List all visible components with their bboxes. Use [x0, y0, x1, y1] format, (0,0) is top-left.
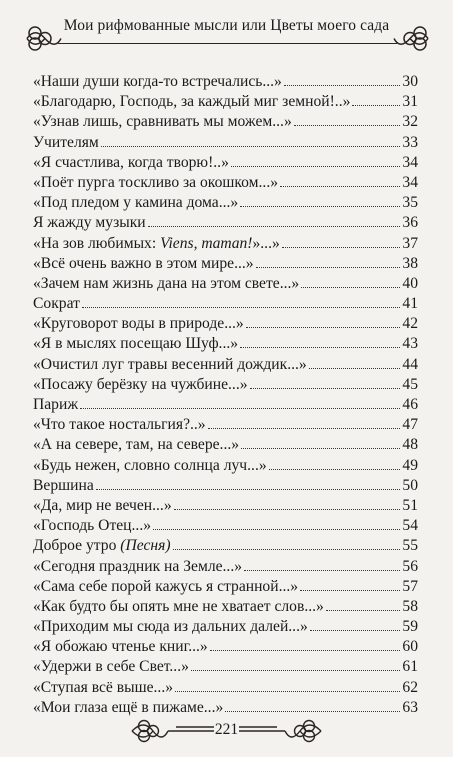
toc-entry-title: «Господь Отец...» — [33, 517, 152, 535]
toc-entry-title: «Да, мир не вечен...» — [33, 496, 172, 514]
toc-entry — [33, 254, 418, 274]
toc-page-number: 62 — [402, 678, 418, 696]
toc-entry — [33, 294, 418, 314]
celtic-knot-ornament-icon — [22, 18, 62, 58]
toc-entry — [33, 193, 418, 213]
toc-entry — [33, 678, 418, 698]
dot-leader — [282, 247, 401, 248]
dot-leader — [326, 610, 401, 611]
toc-entry — [33, 516, 418, 536]
toc-entry — [33, 577, 418, 597]
dot-leader — [173, 549, 401, 550]
toc-page-number: 35 — [402, 194, 418, 212]
toc-page-number: 47 — [402, 416, 418, 434]
running-header — [22, 14, 433, 58]
toc-entry-title: «Ступая всё выше...» — [33, 678, 174, 696]
toc-entry — [33, 395, 418, 415]
toc-page-number: 38 — [402, 254, 418, 272]
dot-leader — [241, 448, 400, 449]
toc-entry-title: «Узнав лишь, сравнивать мы можем...» — [33, 113, 292, 131]
toc-page-number: 40 — [402, 274, 418, 292]
toc-page-number: 48 — [402, 436, 418, 454]
dot-leader — [240, 206, 400, 207]
toc-entry-title: «Под пледом у камина дома...» — [33, 194, 239, 212]
toc-entry-title: «Круговорот воды в природе...» — [33, 315, 244, 333]
dot-leader — [246, 327, 401, 328]
toc-entry-title: «Сегодня праздник на Земле...» — [33, 557, 243, 575]
toc-page-number: 63 — [402, 698, 418, 716]
toc-entry — [33, 153, 418, 173]
toc-entry — [33, 334, 418, 354]
toc-entry — [33, 415, 418, 435]
page-number: 221 — [214, 721, 239, 738]
toc-page-number: 51 — [402, 496, 418, 514]
dot-leader — [175, 691, 400, 692]
toc-entry-title: Париж — [33, 396, 79, 413]
celtic-knot-ornament-icon — [393, 18, 433, 58]
toc-page-number: 60 — [402, 638, 418, 656]
footer-ornament-left-icon — [128, 717, 216, 745]
dot-leader — [352, 105, 400, 106]
dot-leader — [269, 469, 401, 470]
dot-leader — [244, 570, 400, 571]
toc-entry — [33, 72, 418, 92]
toc-entry — [33, 213, 418, 233]
toc-entry-title: «Благодарю, Господь, за каждый миг земной!..» — [33, 93, 351, 111]
toc-entry-title: «Зачем нам жизнь дана на этом свете...» — [33, 274, 300, 292]
toc-page-number: 44 — [402, 355, 418, 373]
toc-page-number: 46 — [402, 396, 418, 413]
toc-page-number: 36 — [402, 214, 418, 232]
dot-leader — [174, 509, 401, 510]
toc-entry — [33, 476, 418, 496]
toc-entry — [33, 597, 418, 617]
dot-leader — [148, 226, 401, 227]
dot-leader — [82, 307, 401, 308]
dot-leader — [231, 166, 401, 167]
toc-page-number: 34 — [402, 153, 418, 171]
dot-leader — [310, 630, 401, 631]
dot-leader — [309, 368, 401, 369]
dot-leader — [225, 711, 400, 712]
toc-entry — [33, 617, 418, 637]
toc-entry — [33, 274, 418, 294]
toc-page-number: 56 — [402, 557, 418, 575]
table-of-contents — [33, 72, 418, 718]
toc-entry-title: «Будь нежен, словно солнца луч...» — [33, 456, 267, 474]
footer-ornament-right-icon — [237, 717, 325, 745]
toc-entry — [33, 637, 418, 657]
dot-leader — [256, 267, 401, 268]
toc-entry-title: «Наши души когда-то встречались...» — [33, 73, 282, 90]
dot-leader — [191, 670, 401, 671]
page-footer — [128, 717, 325, 745]
header-rule — [58, 43, 397, 44]
toc-entry-title: Вершина — [33, 476, 94, 494]
dot-leader — [284, 85, 401, 86]
toc-entry — [33, 173, 418, 193]
toc-entry — [33, 456, 418, 476]
toc-entry-title: «Я в мыслях посещаю Шуф...» — [33, 335, 239, 353]
toc-page-number: 31 — [402, 93, 418, 111]
toc-entry-title: «Очистил луг травы весенний дождик...» — [33, 355, 307, 373]
toc-entry-title: «Сама себе порой кажусь я странной...» — [33, 577, 299, 595]
toc-entry-title: «Поёт пурга тоскливо за окошком...» — [33, 173, 279, 191]
toc-page-number: 55 — [402, 537, 418, 555]
toc-entry-title: «Как будто бы опять мне не хватает слов...» — [33, 597, 324, 615]
toc-page-number: 37 — [402, 234, 418, 252]
toc-entry — [33, 314, 418, 334]
toc-page-number: 57 — [402, 577, 418, 595]
toc-entry-title: «Удержи в себе Свет...» — [33, 658, 189, 676]
toc-entry — [33, 92, 418, 112]
toc-entry-title: «Приходим мы сюда из дальних далей...» — [33, 618, 308, 636]
dot-leader — [300, 590, 400, 591]
toc-entry — [33, 375, 418, 395]
toc-entry — [33, 112, 418, 132]
toc-entry — [33, 657, 418, 677]
toc-entry — [33, 698, 418, 718]
dot-leader — [210, 650, 401, 651]
toc-page-number: 54 — [402, 517, 418, 535]
toc-page-number: 34 — [402, 173, 418, 191]
toc-page-number: 58 — [402, 597, 418, 615]
toc-entry-title: Доброе утро (Песня) — [33, 537, 171, 555]
toc-entry — [33, 536, 418, 556]
dot-leader — [101, 146, 401, 147]
toc-entry — [33, 496, 418, 516]
toc-entry — [33, 435, 418, 455]
toc-entry — [33, 355, 418, 375]
dot-leader — [96, 489, 401, 490]
toc-page-number: 43 — [402, 335, 418, 353]
toc-entry-title: Я жажду музыки — [33, 214, 146, 232]
toc-page-number: 30 — [402, 73, 418, 90]
dot-leader — [294, 125, 401, 126]
dot-leader — [240, 347, 400, 348]
dot-leader — [80, 408, 400, 409]
toc-page-number: 32 — [402, 113, 418, 131]
dot-leader — [208, 428, 401, 429]
toc-entry-title: «Всё очень важно в этом мире...» — [33, 254, 254, 272]
dot-leader — [301, 287, 400, 288]
toc-entry-title: «Я обожаю чтенье книг...» — [33, 638, 208, 656]
toc-entry-title: Сократ — [33, 295, 80, 313]
toc-page-number: 59 — [402, 618, 418, 636]
toc-entry-title: «Мои глаза ещё в пижаме...» — [33, 698, 224, 716]
running-title: Мои рифмованные мысли или Цветы моего сада — [63, 17, 390, 34]
toc-page-number: 45 — [402, 375, 418, 393]
toc-entry-title: «На зов любимых: Viens, maman!»...» — [33, 234, 280, 252]
toc-page-number: 33 — [402, 133, 418, 151]
toc-entry-title: «А на севере, там, на севере...» — [33, 436, 240, 454]
toc-entry-title: Учителям — [33, 133, 99, 151]
toc-page-number: 41 — [402, 295, 418, 313]
dot-leader — [250, 388, 401, 389]
toc-entry — [33, 557, 418, 577]
toc-entry — [33, 133, 418, 153]
toc-page-number: 50 — [402, 476, 418, 494]
toc-entry-title: «Я счастлива, когда творю!..» — [33, 153, 229, 171]
toc-entry-title: «Посажу берёзку на чужбине...» — [33, 375, 248, 393]
toc-entry-title: «Что такое ностальгия?..» — [33, 416, 206, 434]
dot-leader — [153, 529, 400, 530]
toc-page-number: 61 — [402, 658, 418, 676]
dot-leader — [280, 186, 400, 187]
toc-page-number: 42 — [402, 315, 418, 333]
toc-page-number: 49 — [402, 456, 418, 474]
toc-entry — [33, 234, 418, 254]
